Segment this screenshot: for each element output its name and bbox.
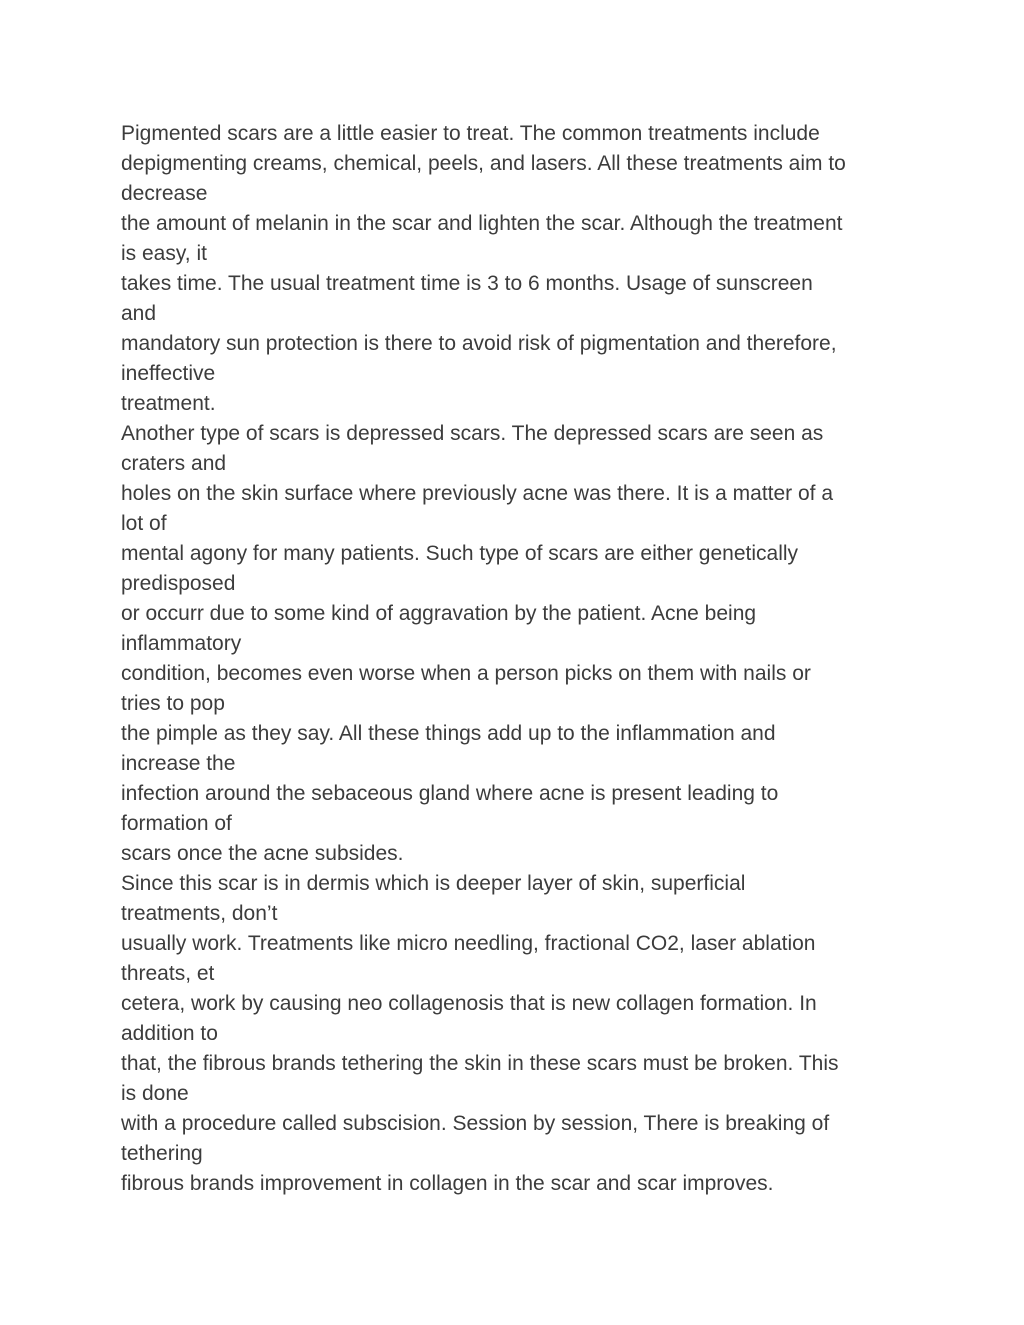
text-line: scars once the acne subsides. — [121, 842, 404, 865]
text-line: treatment. — [121, 392, 216, 415]
text-line: threats, et — [121, 962, 215, 985]
text-line: depigmenting creams, chemical, peels, and lasers. All these treatments aim to — [121, 152, 846, 175]
text-line: fibrous brands improvement in collagen in the scar and scar improves. — [121, 1172, 774, 1195]
text-line: usually work. Treatments like micro needling, fractional CO2, laser ablation — [121, 932, 816, 955]
text-line: infection around the sebaceous gland where acne is present leading to — [121, 782, 779, 805]
text-line: ineffective — [121, 362, 216, 385]
text-line: holes on the skin surface where previously acne was there. It is a matter of a — [121, 482, 834, 505]
text-line: cetera, work by causing neo collagenosis that is new collagen formation. In — [121, 992, 817, 1015]
text-line: lot of — [121, 512, 167, 535]
text-line: increase the — [121, 752, 236, 775]
text-line: predisposed — [121, 572, 236, 595]
text-line: craters and — [121, 452, 227, 475]
text-line: condition, becomes even worse when a person picks on them with nails or — [121, 662, 811, 685]
text-line: is easy, it — [121, 242, 207, 265]
text-line: mental agony for many patients. Such type of scars are either genetically — [121, 542, 799, 565]
text-line: mandatory sun protection is there to avoid risk of pigmentation and therefore, — [121, 332, 837, 355]
text-line: Pigmented scars are a little easier to treat. The common treatments include — [121, 122, 820, 145]
text-line: the amount of melanin in the scar and lighten the scar. Although the treatment — [121, 212, 843, 235]
text-line: Another type of scars is depressed scars. The depressed scars are seen as — [121, 422, 824, 445]
text-line: that, the fibrous brands tethering the skin in these scars must be broken. This — [121, 1052, 839, 1075]
document-body-text — [121, 119, 921, 1199]
text-line: or occurr due to some kind of aggravation by the patient. Acne being — [121, 602, 757, 625]
text-line: inflammatory — [121, 632, 242, 655]
text-line: the pimple as they say. All these things add up to the inflammation and — [121, 722, 776, 745]
text-line: decrease — [121, 182, 208, 205]
text-line: formation of — [121, 812, 232, 835]
text-line: Since this scar is in dermis which is deeper layer of skin, superficial — [121, 872, 746, 895]
text-line: and — [121, 302, 157, 325]
text-line: takes time. The usual treatment time is 3 to 6 months. Usage of sunscreen — [121, 272, 813, 295]
text-line: treatments, don’t — [121, 902, 278, 925]
text-line: tries to pop — [121, 692, 225, 715]
text-line: addition to — [121, 1022, 218, 1045]
text-line: with a procedure called subscision. Session by session, There is breaking of — [121, 1112, 830, 1135]
text-line: is done — [121, 1082, 189, 1105]
text-line: tethering — [121, 1142, 203, 1165]
